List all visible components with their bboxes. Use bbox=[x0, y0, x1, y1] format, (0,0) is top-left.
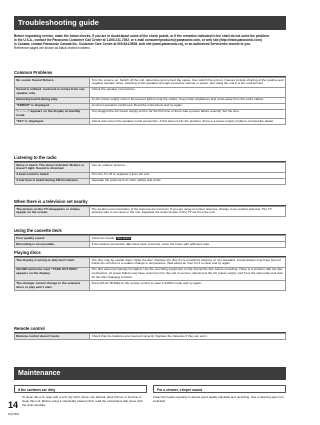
table-row bbox=[15, 119, 286, 125]
table-row bbox=[15, 334, 286, 340]
section-heading: When there is a television set nearby bbox=[14, 199, 286, 206]
section-playing-discs bbox=[14, 250, 286, 257]
symptom-cell: A beat sound is heard. bbox=[15, 172, 90, 178]
table-row bbox=[15, 241, 286, 247]
remedy-cell: Check and correct the speaker cords connection. If this does not fix the problem, there is a power supply problem. Consult the dealer. bbox=[90, 119, 286, 125]
symptom-cell: Noise is heard. The stereo indicator flickers or doesn't light. Sound is distorted. bbox=[15, 163, 90, 173]
maintenance-right-text bbox=[153, 396, 286, 404]
symptom-cell: No sound. Sound flickers. bbox=[15, 78, 90, 88]
common-problems-table bbox=[14, 77, 286, 125]
disc-table bbox=[14, 257, 286, 291]
intro-block bbox=[14, 34, 286, 50]
section-heading: Using the cassette deck bbox=[14, 228, 286, 235]
table-row bbox=[15, 258, 286, 268]
remedy-cell: The disc was incompletely formatted. Use the recording equipment to fully format the disc before recording. There is a problem with the disc mechanism. (A power failure may have occurred.) For the unit to recover, disconnect the AC power supply cord from the wall outlet and wait for the disc changing to finish. bbox=[90, 267, 286, 281]
remedy-text: Clean the heads. bbox=[91, 235, 115, 240]
remedy-cell: Incorrect operation performed. Read the instructions and try again. bbox=[90, 103, 286, 109]
radio-table bbox=[14, 162, 286, 185]
see-below-tag: See below bbox=[117, 235, 131, 240]
tv-table bbox=[14, 206, 286, 217]
symptom-cell: Remote control doesn't work. bbox=[15, 334, 90, 340]
symptom-cell: Humming heard during play. bbox=[15, 97, 90, 103]
symptom-cell: "– – :– –" appears on the display at standby mode. bbox=[15, 109, 90, 119]
maintenance-right-paragraph: Clean the heads regularly to assure good quality playback and recording. Use a cleaning tape (not included). bbox=[153, 395, 284, 403]
intro-line-3: In Canada, contact Panasonic Canada Inc. Customer Care Centre at 905-624-5505, web site (www.panasonic.ca), or an authorized Servicentre closest to you. bbox=[14, 42, 251, 47]
table-row bbox=[15, 78, 286, 88]
table-row bbox=[15, 163, 286, 173]
remedy-cell: Check the speaker connections. bbox=[90, 87, 286, 97]
remedy-cell: Check that the batteries are inserted correctly. Replace the batteries if they are worn. bbox=[90, 334, 286, 340]
page-title: Troubleshooting guide bbox=[14, 16, 286, 30]
dirty-surfaces-box: If the surfaces are dirty bbox=[14, 385, 147, 393]
table-row bbox=[15, 87, 286, 97]
page-number: 14 bbox=[8, 400, 19, 410]
remedy-cell: The disc may be upside down. Wipe the disc. Replace the disc if it is scratched, warped, or non-standard. Condensation may have formed inside the unit due to a sudden change in temperature. Wait about an hour for it to clear and try again. bbox=[90, 258, 286, 268]
remedy-cell: Turn the TV off or separate it from the unit. bbox=[90, 172, 286, 178]
table-row bbox=[15, 281, 286, 291]
symptom-cell: "F61" is displayed. bbox=[15, 119, 90, 125]
section-listening-radio bbox=[14, 155, 286, 162]
table-row bbox=[15, 109, 286, 119]
cassette-table bbox=[14, 235, 286, 248]
remote-table bbox=[14, 333, 286, 340]
section-heading: Playing discs bbox=[14, 250, 286, 257]
remedy-cell: Turn the volume up. Switch off the unit, determine and correct the cause, then switch the unit on. Causes include shorting of the positive and negative speaker wires, straining of the speakers through excessive volume or power, and using the unit in a hot environment. bbox=[91, 77, 284, 86]
symptom-cell: The display is wrong or play won't start. bbox=[15, 258, 90, 268]
section-common-problems bbox=[14, 70, 286, 77]
remedy-cell: You plugged the AC power supply cord in for the first time or there was a power failure recently. Set the time. bbox=[90, 109, 286, 119]
intro-line-1: Before requesting service, make the below checks. If you are in doubt about some of the check points, or if the remedies indicated in the chart do not solve the problem: bbox=[14, 34, 270, 38]
symptom-cell: "ERROR" is displayed. bbox=[15, 103, 90, 109]
remedy-cell: Press [PLAY MODE] on the remote control to clear 1-SONG mode and try again. bbox=[90, 281, 286, 291]
remedy-cell: Separate the antenna from other cables and cords. bbox=[90, 178, 286, 184]
table-row bbox=[15, 207, 286, 217]
symptom-cell: The picture on the TV disappears or stripes appear on the screen. bbox=[15, 207, 90, 217]
maintenance-left-text bbox=[22, 396, 147, 408]
table-row bbox=[15, 178, 286, 184]
remedy-cell: The location and orientation of the antenna are incorrect. If you are using an indoor antenna, change to an outdoor antenna. The TV antenna wire is too close to the unit. Separate the antenna wire of the TV set from the unit. bbox=[90, 207, 286, 217]
section-heading: Listening to the radio bbox=[14, 155, 286, 162]
section-cassette bbox=[14, 228, 286, 235]
cleaner-sound-box: For a cleaner, crisper sound bbox=[153, 385, 286, 393]
remedy-cell: An AC power supply cord or fluorescent light is near the cables. Keep other appliances and cords away from this unit's cables. bbox=[90, 97, 286, 103]
symptom-cell: A low hum is heard during AM broadcasts. bbox=[15, 178, 90, 184]
symptom-cell: Poor quality sound. bbox=[15, 236, 90, 242]
intro-line-2: In the U.S.A., contact the Panasonic Customer Call Center at 1-800-211-7262, or e-mail consumerproducts@panasonic.com, or web site (http://www.panasonic.com) bbox=[14, 38, 262, 43]
symptom-cell: CD-RW cannot be read. "TAKE OUT DISC" appears on the display. bbox=[15, 267, 90, 281]
symptom-cell: Sound is unfixed, reversed or comes from one speaker only. bbox=[15, 87, 90, 97]
section-tv-nearby bbox=[14, 199, 286, 206]
section-remote-control bbox=[14, 326, 286, 333]
symptom-cell: The changer cannot change to the selected discs or play won't start. bbox=[15, 281, 90, 291]
remedy-cell: Use an outdoor antenna. bbox=[90, 163, 286, 173]
symptom-cell: Recording is not possible. bbox=[15, 241, 90, 247]
table-row bbox=[15, 267, 286, 281]
intro-line-4: Reference pages are shown as black circled numbers bbox=[14, 46, 90, 51]
section-heading: Common Problems bbox=[14, 70, 286, 77]
maintenance-left-paragraph: To clean this unit, wipe with a soft, dry cloth. Never use alcohol, paint thinner or benzine to clean this unit. Before using a chemically treated cloth, read the instructions that came with the cloth carefully. bbox=[22, 395, 143, 407]
document-code: RQT6591 bbox=[8, 413, 20, 416]
remedy-cell: If the erasure prevention tabs have been removed, cover the holes with adhesive tape. bbox=[90, 241, 286, 247]
maintenance-title: Maintenance bbox=[14, 367, 286, 380]
section-heading: Remote control bbox=[14, 326, 286, 333]
